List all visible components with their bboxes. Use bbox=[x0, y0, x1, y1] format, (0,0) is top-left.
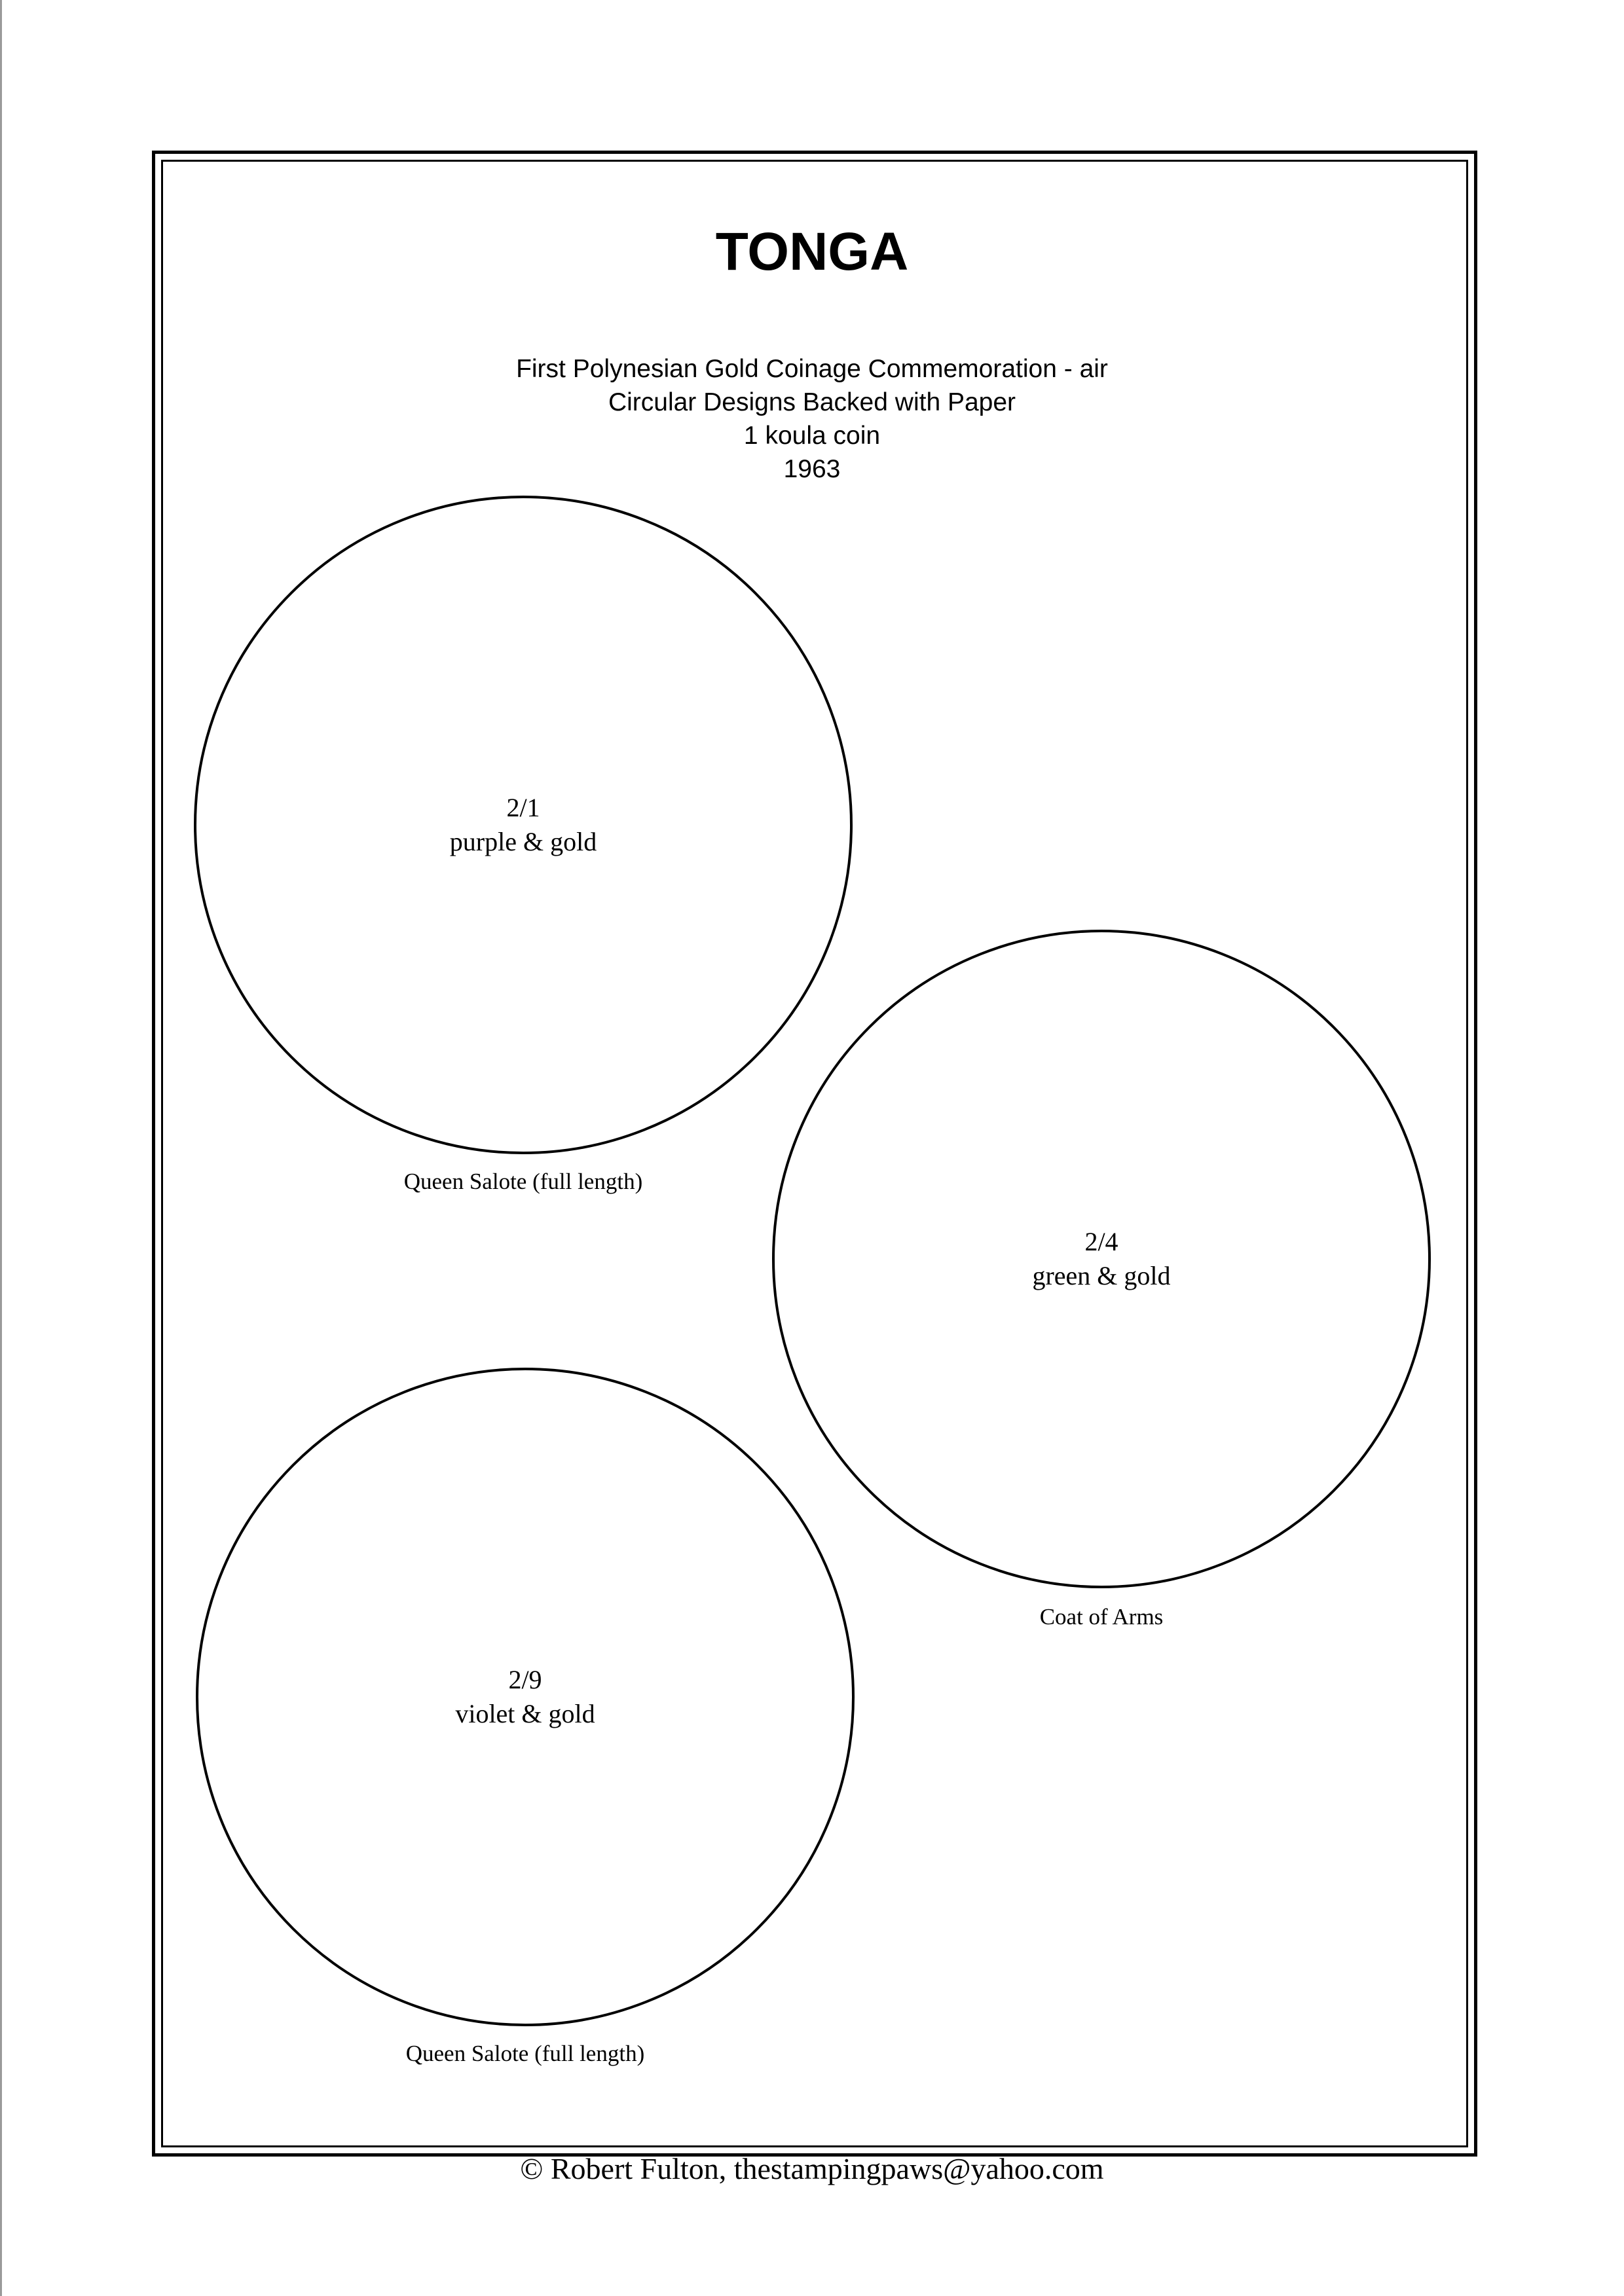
stamp-2-caption: Coat of Arms bbox=[1039, 1604, 1164, 1630]
issue-denomination-note: 1 koula coin bbox=[743, 422, 881, 450]
stamp-3-caption: Queen Salote (full length) bbox=[405, 2041, 645, 2066]
issue-name: First Polynesian Gold Coinage Commemoration - air bbox=[516, 355, 1108, 383]
stamp-3-number: 2/9 bbox=[508, 1665, 542, 1694]
stamp-1-caption: Queen Salote (full length) bbox=[403, 1169, 643, 1194]
stamp-2-color: green & gold bbox=[1032, 1261, 1171, 1290]
issue-description bbox=[0, 352, 1624, 486]
page-edge-line bbox=[0, 0, 2, 2296]
issue-year: 1963 bbox=[783, 455, 841, 483]
stamp-1-color: purple & gold bbox=[449, 827, 597, 856]
stamp-1-number: 2/1 bbox=[506, 793, 540, 822]
stamp-2-label bbox=[872, 1225, 1331, 1293]
copyright-footer: © Robert Fulton, thestampingpaws@yahoo.com bbox=[520, 2152, 1104, 2185]
stamp-3-color: violet & gold bbox=[455, 1699, 595, 1728]
stamp-3-label bbox=[296, 1663, 754, 1731]
stamp-2-number: 2/4 bbox=[1084, 1227, 1118, 1256]
stamp-1-label bbox=[294, 791, 752, 859]
page-title: TONGA bbox=[715, 222, 909, 282]
issue-format: Circular Designs Backed with Paper bbox=[608, 388, 1016, 416]
